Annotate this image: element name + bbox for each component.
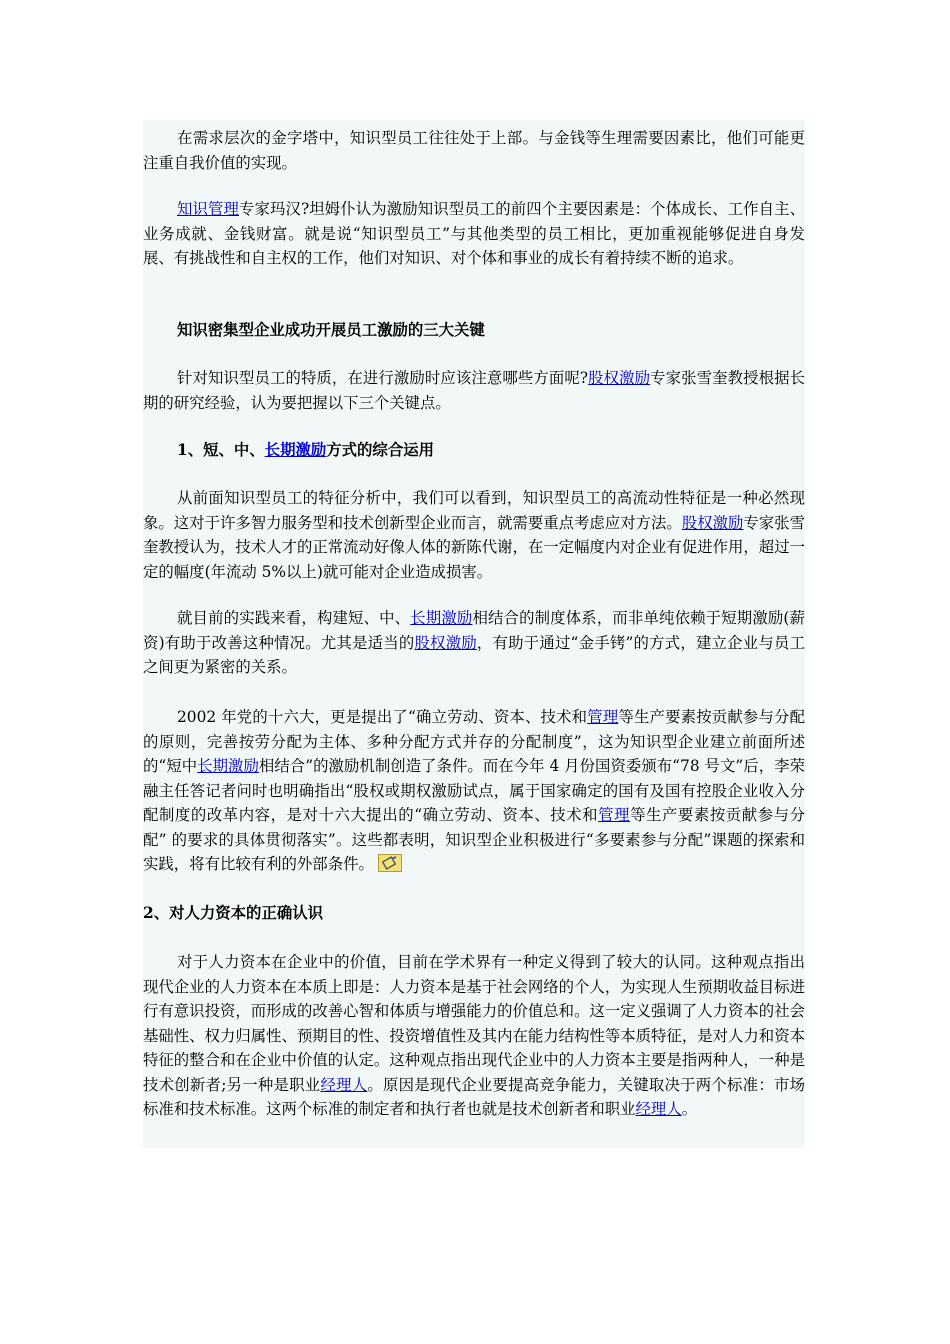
link-knowledge-management[interactable]: 知识管理 [177, 200, 239, 218]
paragraph-text: 等生产要素按贡献参与分配” 的要求的具体贯彻落实”。这些都表明，知识型企业积极进行“多要素参与分配”课题的探索和实践，将有比较有利的外部条件。 [143, 806, 805, 873]
paragraph-text: 。 [681, 1100, 698, 1118]
paragraph-5 [143, 606, 805, 680]
link-long-term-incentive[interactable]: 长期激励 [264, 441, 327, 459]
link-management[interactable]: 管理 [587, 708, 619, 726]
heading-1-incentive-mix [143, 438, 805, 463]
paragraph-text: 在需求层次的金字塔中，知识型员工往往处于上部。与金钱等生理需要因素比，他们可能更注重自我价值的实现。 [143, 129, 805, 172]
paragraph-text: 专家张雪奎教授根据长期的研究经验，认为要把握以下三个关键点。 [143, 369, 805, 412]
paragraph-3 [143, 366, 805, 415]
paragraph-text: 针对知识型员工的特质，在进行激励时应该注意哪些方面呢? [177, 369, 589, 387]
paragraph-text: ，有助于通过“金手铐”的方式，建立企业与员工之间更为紧密的关系。 [143, 633, 805, 676]
link-manager[interactable]: 经理人 [320, 1075, 368, 1094]
heading-text: 1、短、中、 [177, 441, 265, 459]
paragraph-2 [143, 197, 805, 271]
link-long-term-incentive[interactable]: 长期激励 [197, 757, 259, 775]
paragraph-1 [143, 126, 805, 175]
link-equity-incentive[interactable]: 股权激励 [414, 633, 477, 652]
link-manager[interactable]: 经理人 [635, 1100, 682, 1118]
paragraph-text: 就目前的实践来看，构建短、中、 [177, 609, 411, 627]
heading-2-human-capital: 2、对人力资本的正确认识 [143, 904, 324, 922]
heading-text: 方式的综合运用 [326, 441, 434, 459]
link-equity-incentive[interactable]: 股权激励 [681, 513, 744, 532]
paragraph-text: 从前面知识型员工的特征分析中，我们可以看到，知识型员工的高流动性特征是一种必然现象。这对于许多智力服务型和技术创新型企业而言，就需要重点考虑应对方法。 [143, 489, 805, 532]
paragraph-4 [143, 486, 805, 584]
paragraph-text: 等生产要素按贡献参与分配的原则，完善按劳分配为主体、多种分配方式并存的分配制度”，这为知识型企业建立前面所述的“短中 [143, 708, 805, 775]
paragraph-text: 2002 年党的十六大，更是提出了“确立劳动、资本、技术和 [177, 708, 588, 726]
paragraph-text: 。原因是现代企业要提高竞争能力，关键取决于两个标准：市场标准和技术标准。这两个标准的制定者和执行者也就是技术创新者和职业 [143, 1075, 805, 1118]
paragraph-text: 专家玛汉?坦姆仆认为激励知识型员工的前四个主要因素是：个体成长、工作自主、业务成就、金钱财富。就是说“知识型员工”与其他类型的员工相比，更加重视能够促进自身发展、有挑战性和自主权的工作，他们对知识、对个体和事业的成长有着持续不断的追求。 [143, 200, 805, 267]
link-equity-incentive[interactable]: 股权激励 [588, 369, 651, 387]
paragraph-7 [143, 950, 805, 1122]
paragraph-text: 相结合的制度体系，而非单纯依赖于短期激励(薪资)有助于改善这种情况。尤其是适当的 [143, 609, 805, 652]
paragraph-6 [143, 705, 805, 877]
heading-three-keys: 知识密集型企业成功开展员工激励的三大关键 [177, 321, 485, 339]
paragraph-text: 相结合”的激励机制创造了条件。而在今年 4 月份国资委颁布“78 号文”后，李荣融主任答记者问时也明确指出“股权或期权激励试点，属于国家确定的国有及国有控股企业收入分配制度的改革内容，是对十六大提出的“确立劳动、资本、技术和 [143, 757, 805, 824]
link-management[interactable]: 管理 [598, 806, 631, 824]
article-content [143, 120, 805, 1148]
pencil-image-icon[interactable] [378, 854, 402, 872]
link-long-term-incentive[interactable]: 长期激励 [410, 609, 473, 627]
paragraph-text: 对于人力资本在企业中的价值，目前在学术界有一种定义得到了较大的认同。这种观点指出现代企业的人力资本在本质上即是：人力资本是基于社会网络的个人，为实现人生预期收益目标进行有意识投资，而形成的改善心智和体质与增强能力的价值总和。这一定义强调了人力资本的社会基础性、权力归属性、预期目的性、投资增值性及其内在能力结构性等本质特征，是对人力和资本特征的整合和在企业中价值的认定。这种观点指出现代企业中的人力资本主要是指两种人，一种是技术创新者;另一种是职业 [143, 953, 805, 1094]
paragraph-text: 专家张雪奎教授认为，技术人才的正常流动好像人体的新陈代谢，在一定幅度内对企业有促进作用，超过一定的幅度(年流动 5%以上)就可能对企业造成损害。 [143, 513, 805, 581]
